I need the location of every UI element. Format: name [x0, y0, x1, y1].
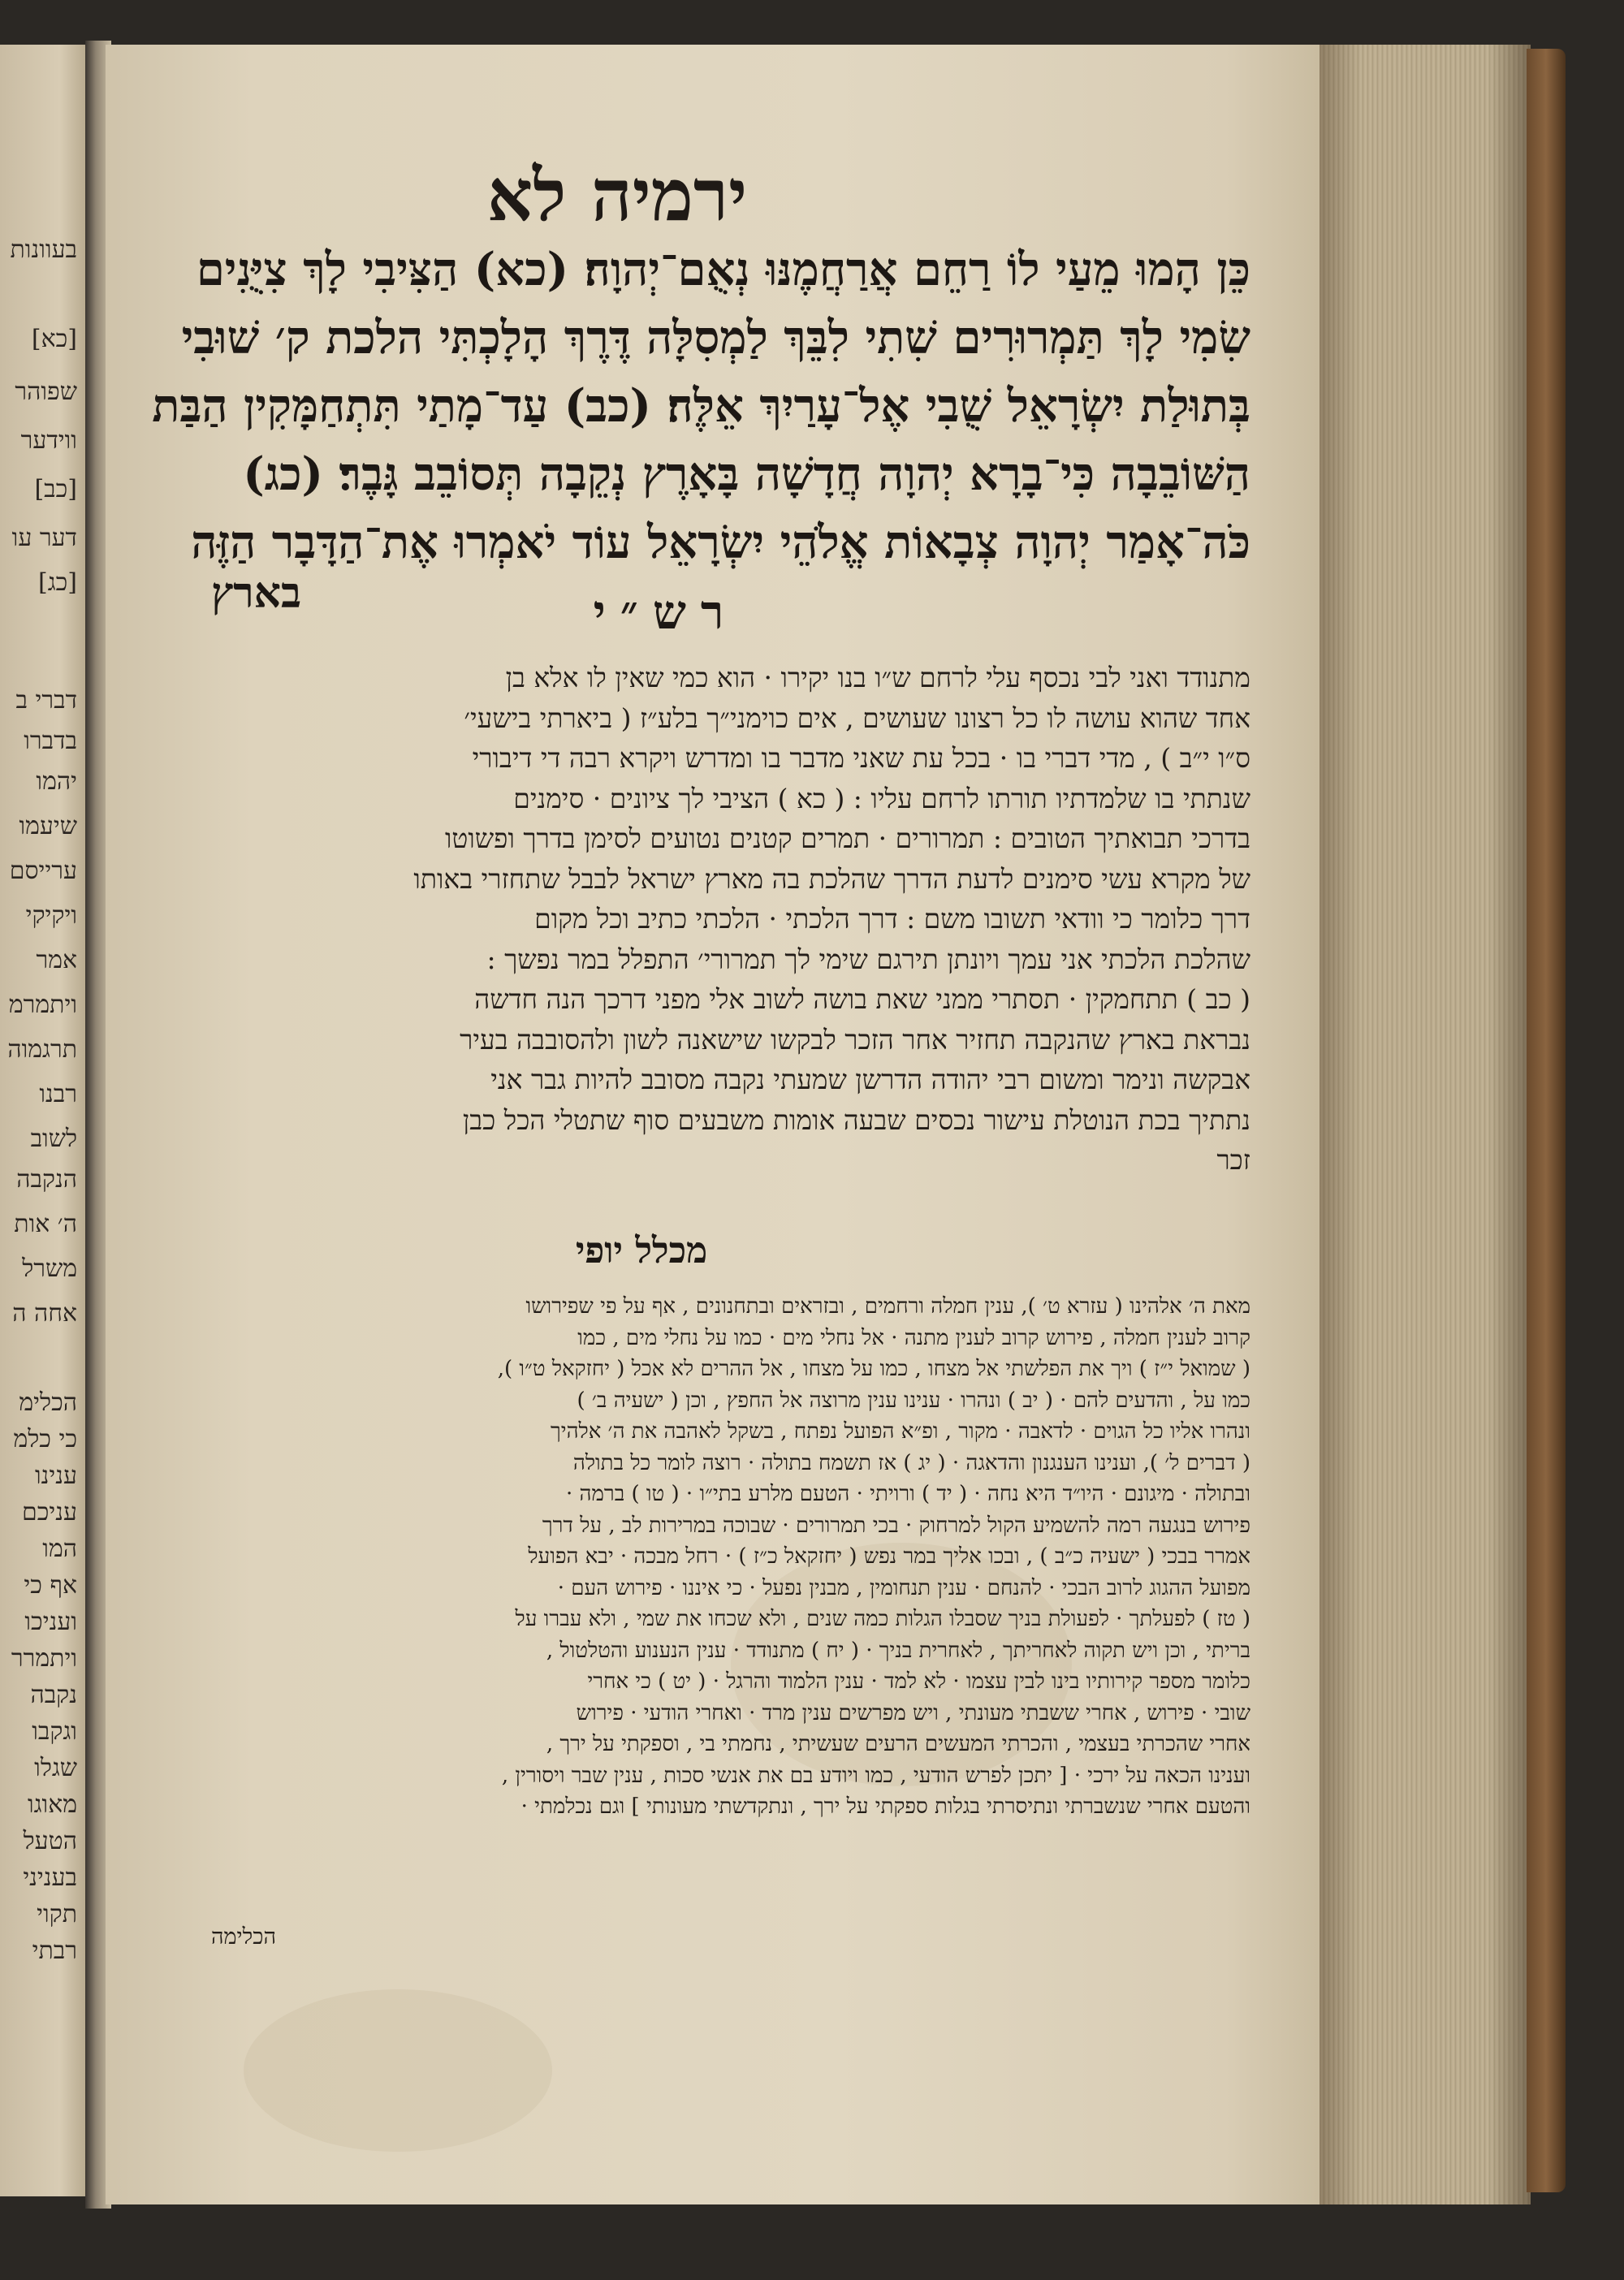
facing-page-text: אף כי — [24, 1571, 77, 1600]
michlal-line: שובי · פירוש , אחרי ששבתי מעונתי , ויש מפרשים ענין מרד · ואחרי הודעי · פירוש — [576, 1700, 1250, 1725]
facing-page-text: בדברו — [24, 727, 77, 755]
rashi-line: נתתיך בכת הנוטלת עישור נכסים שבעה אומות משבעים סוף שתטלי הכל כבן — [462, 1103, 1250, 1136]
facing-page-text: נקבה — [30, 1681, 77, 1709]
michlal-line: אחרי שהכרתי בעצמי , והכרתי המעשים הרעים שעשיתי , נחמתי בי , וספקתי על ירך , — [546, 1732, 1250, 1756]
rashi-line: ס״ו י״ב ) , מדי דברי בו · בכל עת שאני מדבר בו ומדרש ויקרא רבה די דיבורי — [472, 742, 1250, 774]
facing-page-text: ויתמרמ — [8, 991, 77, 1019]
facing-page-text: המו — [42, 1535, 77, 1563]
michlal-line: ( טז ) לפעלתך · לפעולת בניך שסבלו הגלות כמה שנים , ולא שכחו את שמי , ולא עברו על — [515, 1607, 1250, 1631]
verse-line: שִׂמִי לָךְ תַּמְרוּרִים שִׁתִי לִבֵּךְ לַמְסִלָּה דֶּרֶךְ הָלָכְתִּי הלכת ק׳ שׁוּבִי — [181, 311, 1250, 365]
facing-page-text: שגלו — [34, 1754, 77, 1782]
facing-page-text: שפוהר — [15, 378, 77, 406]
facing-page-text: וגקבו — [32, 1717, 77, 1746]
michlal-line: וענינו הכאה על ירכי · [ יתכן לפרש הודעי , כמו ויודע בם את אנשי סכות , ענין שבר ויסורין , — [501, 1763, 1250, 1788]
facing-page-text: ויקיקי — [25, 901, 77, 930]
facing-page-text: ווידער — [20, 426, 77, 455]
facing-page-text: יהמו — [36, 767, 77, 796]
fore-edge-shade — [1320, 45, 1531, 2204]
michlal-line: מאת ה׳ אלהינו ( עזרא ט׳ ), ענין חמלה ורחמים , ובזראים ובתחנונים , אף על פי שפירושו — [525, 1294, 1250, 1319]
facing-page-text: ה׳ אות — [14, 1210, 77, 1238]
facing-page-text: דער עו — [11, 524, 77, 552]
facing-page-left — [0, 45, 85, 2196]
rashi-line: מתנודד ואני לבי נכסף עלי לרחם ש״ו בנו יקירו · הוא כמי שאין לו אלא בן — [505, 662, 1250, 693]
facing-page-text: ענינו — [34, 1462, 77, 1490]
michlal-line: בריתי , וכן ויש תקוה לאחריתך , לאחרית בניך · ( יח ) מתנודד · ענין הנענוע והטלטול , — [546, 1638, 1250, 1663]
facing-page-text: משרל — [22, 1254, 77, 1283]
running-head: ירמיה לא — [486, 153, 748, 237]
rashi-line: של מקרא עשי סימנים לדעת הדרך שהלכת בה מארץ ישראל לבבל שתחזרי באותו — [413, 862, 1250, 895]
facing-page-text: הטעל — [23, 1827, 77, 1855]
facing-page-text: תרגמוה — [7, 1035, 77, 1064]
facing-page-text: אחה ה — [12, 1299, 77, 1328]
michlal-line: קרוב לענין חמלה , פירוש קרוב לענין מתנה · אל נחלי מים · כמו על נחלי מים , כמו — [577, 1325, 1250, 1350]
rashi-line: אבקשה ונימר ומשום רבי יהודה הדרשן שמעתי נקבה מסובב להיות גבר אני — [490, 1064, 1250, 1095]
rashi-line: בדרכי תבואתיך הטובים : תמרורים · תמרים קטנים נטועים לסימן בדרך ופשוטו — [444, 823, 1250, 854]
rashi-line: שנתתי בו שלמדתיו תורתו לרחם עליו : ( כא ) הציבי לך ציונים · סימנים — [513, 782, 1250, 814]
facing-page-text: בעניני — [23, 1863, 77, 1892]
facing-page-text: עניכם — [22, 1498, 77, 1526]
facing-page-text: בעוונות — [10, 235, 77, 264]
verse-line: כֹּה־אָמַר יְהוָה צְבָאוֹת אֱלֹהֵי יִשְׂרָאֵל עוֹד יֹאמְרוּ אֶת־הַדָּבָר הַזֶּה — [191, 516, 1250, 569]
facing-page-text: ועניכו — [24, 1608, 77, 1636]
catchword: בארץ — [211, 568, 302, 618]
rashi-heading: רש״י — [593, 585, 739, 640]
facing-page-text: לשוב — [30, 1125, 77, 1153]
rashi-line: שהלכת הלכתי אני עמך ויונתן תירגם שימי לך תמרורי׳ התפלל במר נפשך : — [486, 943, 1250, 975]
paper-stain — [244, 1989, 552, 2152]
michlal-yofi-heading: מכלל יופי — [575, 1230, 708, 1272]
rashi-line: אחד שהוא עושה לו כל רצונו שעושים , אים כוימני״ך בלע״ז ( ביארתי בישעי׳ — [464, 702, 1250, 734]
facing-page-text: דברי ב — [15, 686, 77, 715]
rashi-line: ( כב ) תתחמקין · תסתרי ממני שאת בושה לשוב אלי מפני דרכך הנה חדשה — [474, 983, 1250, 1015]
michlal-line: ( דברים ל׳ ), וענינו הענגנון והדאגה · ( יג ) אז תשמח בתולה · רוצה לומר כל בתולה — [572, 1450, 1250, 1475]
michlal-line: פירוש בנגעה רמה להשמיע הקול למרחוק · בכי תמרורים · שבוכה במרירות לב , על דרך — [542, 1513, 1250, 1538]
rashi-line: נבראת בארץ שהנקבה תחזיר אחר הזכר לבקשו שישאנה לשון ולהסובבה בעיר — [460, 1023, 1250, 1056]
verse-line: בְּתוּלַת יִשְׂרָאֵל שֻׁבִי אֶל־עָרַיִךְ אֵלֶּה׃ (כב) עַד־מָתַי תִּתְחַמָּקִין הַבַּת — [152, 379, 1250, 433]
facing-page-text: שיעמו — [19, 812, 77, 840]
facing-page-text: [כב] — [34, 475, 77, 503]
michlal-line: כלומר מספר קירותיו בינו לבין עצמו · לא למד · ענין הלמוד והרגל · ( יט ) כי אחרי — [587, 1669, 1250, 1694]
michlal-line: אמרר בבכי ( ישעיה כ״ב ) , ובכו אליך במר נפש ( יחזקאל כ״ז ) · רחל מבכה · יבא הפועל — [528, 1544, 1250, 1569]
michlal-line: כמו על , והדעים להם · ( יב ) ונהרו · ענינו ענין מרוצה אל החפץ , וכן ( ישעיה ב׳ ) — [577, 1388, 1250, 1413]
rashi-commentary — [134, 658, 1250, 1181]
facing-page-text: רבתי — [32, 1937, 77, 1965]
michlal-line: ( שמואל י״ז ) ויך את הפלשתי אל מצחו , כמו על מצחו , אל ההרים לא אכל ( יחזקאל ט״ו ), — [497, 1357, 1250, 1381]
verse-line: כֵּן הָמוּ מֵעַי לוֹ רַחֵם אֲרַחֲמֶנּוּ נְאֻם־יְהוָה׃ (כא) הַצִּיבִי לָךְ צִיֻּנִים — [196, 243, 1250, 296]
cover-edge — [1527, 49, 1566, 2192]
michlal-line: והטעם אחרי שנשברתי ונתיסרתי בגלות ספקתי על ירך , ונתקדשתי מעונותי ] וגם נכלמתי · — [520, 1794, 1250, 1819]
verse-text-block — [134, 235, 1250, 576]
final-catchword: הכלימה — [211, 1924, 276, 1950]
facing-page-text: כי כלמ — [13, 1425, 77, 1453]
facing-page-text: אמר — [36, 946, 77, 974]
michlal-line: מפועל ההגוג לרוב הבכי · להנחם · ענין תנחומין , מבנין נפעל · כי איננו · פירוש העם · — [557, 1575, 1250, 1600]
verse-line: הַשּׁוֹבֵבָה כִּי־בָרָא יְהוָה חֲדָשָׁה בָּאָרֶץ נְקֵבָה תְּסוֹבֵב גָּבֶר׃ (כג) — [243, 447, 1250, 501]
facing-page-text: רבנו — [39, 1080, 77, 1108]
michlal-line: ובתולה · מיגונם · היו״ד היא נחה · ( יד ) ורויתי · הטעם מלרע בתי״ו · ( טו ) ברמה · — [566, 1482, 1250, 1506]
michlal-yofi-commentary — [134, 1291, 1250, 1823]
facing-page-text: הנקבה — [16, 1165, 77, 1194]
facing-page-text: הכלימ — [19, 1388, 77, 1417]
facing-page-text: מאוגו — [27, 1790, 77, 1819]
michlal-line: ונהרו אליו כל הגוים · לדאבה · מקור , ופ״א הפועל נפתח , בשקל לאהבה את ה׳ אלהיך — [550, 1419, 1250, 1444]
facing-page-text: תקוי — [37, 1900, 77, 1928]
facing-page-text: ערייסם — [9, 857, 77, 885]
rashi-line: דרך כלומר כי וודאי תשובו משם : דרך הלכתי · הלכתי כתיב וכל מקום — [534, 903, 1250, 935]
rashi-line: זכר — [1216, 1144, 1250, 1176]
facing-page-text: [כא] — [31, 325, 77, 353]
facing-page-text: ויתמרר — [11, 1644, 77, 1673]
facing-page-text: [כג] — [38, 568, 77, 597]
